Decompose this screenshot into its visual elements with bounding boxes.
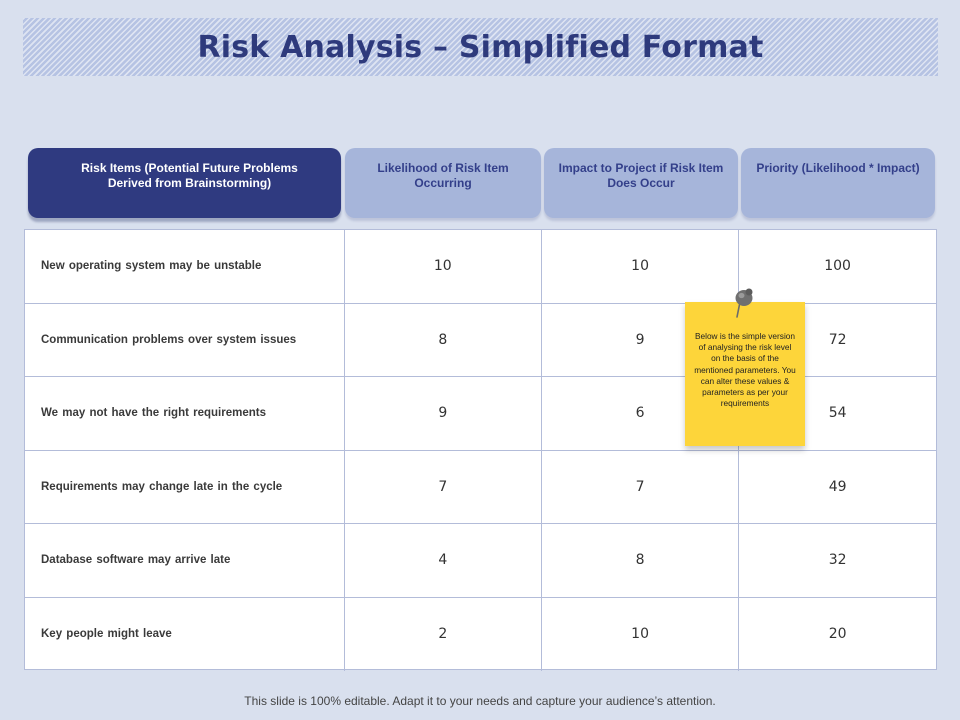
header-priority: Priority (Likelihood * Impact) bbox=[741, 148, 935, 218]
risk-item-cell: Requirements may change late in the cycle bbox=[25, 451, 345, 524]
risk-item-cell: Database software may arrive late bbox=[25, 524, 345, 597]
table-row bbox=[25, 451, 936, 525]
impact-cell: 6 bbox=[542, 377, 739, 450]
priority-cell: 54 bbox=[828, 405, 847, 422]
header-impact: Impact to Project if Risk Item Does Occur bbox=[544, 148, 738, 218]
impact-cell: 9 bbox=[542, 304, 739, 377]
impact-cell: 7 bbox=[542, 451, 739, 524]
risk-item-cell: We may not have the right requirements bbox=[25, 377, 345, 450]
priority-cell: 49 bbox=[828, 478, 847, 495]
footer-note: This slide is 100% editable. Adapt it to your needs and capture your audience’s attention. bbox=[244, 694, 716, 708]
risk-item-cell: New operating system may be unstable bbox=[25, 230, 345, 303]
likelihood-cell: 2 bbox=[345, 598, 542, 672]
priority-cell: 72 bbox=[828, 331, 847, 348]
table-row bbox=[25, 598, 936, 672]
impact-cell: 8 bbox=[542, 524, 739, 597]
sticky-note: Below is the simple version of analysing the risk level on the basis of the mentioned parameters. You can alter these values & parameters as per your requirements bbox=[685, 302, 805, 446]
likelihood-cell: 4 bbox=[345, 524, 542, 597]
table-row bbox=[25, 524, 936, 598]
likelihood-cell: 8 bbox=[345, 304, 542, 377]
page-title: Risk Analysis – Simplified Format bbox=[197, 29, 764, 65]
priority-cell: 32 bbox=[828, 552, 847, 569]
header-likelihood: Likelihood of Risk Item Occurring bbox=[345, 148, 541, 218]
priority-cell: 20 bbox=[828, 626, 847, 643]
impact-cell: 10 bbox=[542, 598, 739, 672]
table-row bbox=[25, 230, 936, 304]
likelihood-cell: 10 bbox=[345, 230, 542, 303]
likelihood-cell: 7 bbox=[345, 451, 542, 524]
title-banner bbox=[23, 18, 938, 76]
likelihood-cell: 9 bbox=[345, 377, 542, 450]
risk-item-cell: Key people might leave bbox=[25, 598, 345, 672]
risk-item-cell: Communication problems over system issues bbox=[25, 304, 345, 377]
risk-table bbox=[24, 229, 937, 670]
priority-cell: 100 bbox=[824, 258, 851, 275]
impact-cell: 10 bbox=[542, 230, 739, 303]
push-pin-icon bbox=[729, 286, 759, 320]
header-risk-items: Risk Items (Potential Future Problems Derived from Brainstorming) bbox=[28, 148, 341, 218]
